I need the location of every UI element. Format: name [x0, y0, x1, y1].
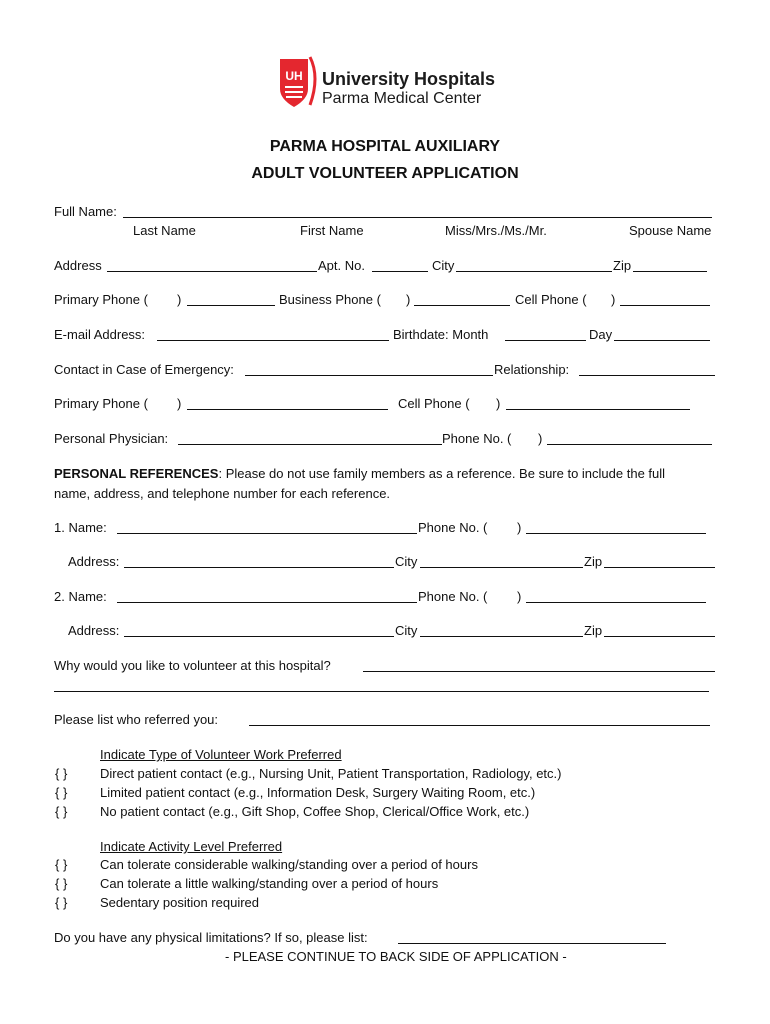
work-type-checkbox-3[interactable]: { } [55, 804, 68, 819]
address-field[interactable] [107, 271, 317, 272]
cell-phone-field[interactable] [620, 305, 710, 306]
physician-field[interactable] [178, 444, 442, 445]
referred-by-label: Please list who referred you: [54, 712, 219, 727]
apt-label: Apt. No. [318, 258, 365, 273]
why-volunteer-label: Why would you like to volunteer at this hospital? [54, 658, 331, 673]
emergency-cell-phone-field[interactable] [506, 409, 690, 410]
spouse-name-caption: Spouse Name [629, 223, 712, 238]
title-caption: Miss/Mrs./Ms./Mr. [445, 223, 547, 238]
cell-phone-close: ) [611, 292, 616, 307]
references-heading: PERSONAL REFERENCES [54, 466, 219, 481]
references-instructions-line1: : Please do not use family members as a reference. Be sure to include the full [218, 466, 666, 481]
form-title-line2: ADULT VOLUNTEER APPLICATION [251, 165, 519, 182]
reference-2-city-field[interactable] [420, 636, 583, 637]
activity-option-3: Sedentary position required [100, 895, 259, 910]
business-phone-close: ) [406, 292, 411, 307]
first-name-caption: First Name [300, 223, 364, 238]
emergency-primary-phone-close: ) [177, 396, 182, 411]
business-phone-field[interactable] [414, 305, 510, 306]
birth-day-field[interactable] [614, 340, 710, 341]
primary-phone-label: Primary Phone ( [54, 292, 148, 307]
work-type-option-2: Limited patient contact (e.g., Information Desk, Surgery Waiting Room, etc.) [100, 785, 536, 800]
email-label: E-mail Address: [54, 327, 146, 342]
logo-title: University Hospitals [322, 69, 496, 89]
emergency-contact-field[interactable] [245, 375, 493, 376]
why-volunteer-field-line2[interactable] [54, 691, 709, 692]
zip-field[interactable] [633, 271, 707, 272]
reference-2-address-field[interactable] [124, 636, 394, 637]
emergency-primary-phone-label: Primary Phone ( [54, 396, 148, 411]
limitations-field[interactable] [398, 943, 666, 944]
emergency-cell-phone-close: ) [496, 396, 501, 411]
reference-1-phone-close: ) [517, 520, 522, 535]
work-type-option-3: No patient contact (e.g., Gift Shop, Coffee Shop, Clerical/Office Work, etc.) [100, 804, 530, 819]
last-name-caption: Last Name [133, 223, 196, 238]
reference-1-address-label: Address: [68, 554, 120, 569]
logo-subtitle: Parma Medical Center [322, 90, 482, 107]
address-label: Address [54, 258, 102, 273]
references-instructions-line2: name, address, and telephone number for each reference. [54, 486, 391, 501]
reference-1-city-label: City [395, 554, 418, 569]
reference-2-zip-field[interactable] [604, 636, 715, 637]
full-name-field[interactable] [123, 217, 712, 218]
referred-by-field[interactable] [249, 725, 710, 726]
reference-2-phone-close: ) [517, 589, 522, 604]
work-type-checkbox-2[interactable]: { } [55, 785, 68, 800]
relationship-field[interactable] [579, 375, 715, 376]
reference-2-name-field[interactable] [117, 602, 417, 603]
work-type-option-1: Direct patient contact (e.g., Nursing Unit, Patient Transportation, Radiology, etc.) [100, 766, 562, 781]
reference-1-phone-field[interactable] [526, 533, 706, 534]
activity-option-1: Can tolerate considerable walking/standing over a period of hours [100, 857, 478, 872]
emergency-primary-phone-field[interactable] [187, 409, 388, 410]
emergency-contact-label: Contact in Case of Emergency: [54, 362, 234, 377]
activity-option-2: Can tolerate a little walking/standing over a period of hours [100, 876, 439, 891]
emergency-cell-phone-label: Cell Phone ( [398, 396, 470, 411]
cell-phone-label: Cell Phone ( [515, 292, 587, 307]
email-field[interactable] [157, 340, 389, 341]
birth-month-field[interactable] [505, 340, 586, 341]
references-intro [54, 466, 665, 482]
city-field[interactable] [456, 271, 612, 272]
reference-1-phone-label: Phone No. ( [418, 520, 488, 535]
physician-label: Personal Physician: [54, 431, 169, 446]
apt-field[interactable] [372, 271, 428, 272]
reference-2-phone-label: Phone No. ( [418, 589, 488, 604]
form-title-line1: PARMA HOSPITAL AUXILIARY [269, 138, 501, 155]
reference-2-address-label: Address: [68, 623, 120, 638]
reference-2-name-label: 2. Name: [54, 589, 107, 604]
birthdate-month-label: Birthdate: Month [393, 327, 489, 342]
primary-phone-field[interactable] [187, 305, 275, 306]
activity-checkbox-2[interactable]: { } [55, 876, 68, 891]
primary-phone-close: ) [177, 292, 182, 307]
reference-2-phone-field[interactable] [526, 602, 706, 603]
zip-label: Zip [613, 258, 632, 273]
physician-phone-label: Phone No. ( [442, 431, 512, 446]
reference-2-zip-label: Zip [584, 623, 603, 638]
reference-1-address-field[interactable] [124, 567, 394, 568]
work-type-heading: Indicate Type of Volunteer Work Preferred [100, 747, 342, 762]
physician-phone-field[interactable] [547, 444, 712, 445]
reference-1-zip-label: Zip [584, 554, 603, 569]
birth-day-label: Day [589, 327, 613, 342]
why-volunteer-field[interactable] [363, 671, 715, 672]
reference-2-city-label: City [395, 623, 418, 638]
work-type-checkbox-1[interactable]: { } [55, 766, 68, 781]
limitations-label: Do you have any physical limitations? If so, please list: [54, 930, 368, 945]
relationship-label: Relationship: [494, 362, 570, 377]
activity-heading: Indicate Activity Level Preferred [100, 839, 283, 854]
business-phone-label: Business Phone ( [279, 292, 381, 307]
activity-checkbox-1[interactable]: { } [55, 857, 68, 872]
reference-1-zip-field[interactable] [604, 567, 715, 568]
full-name-label: Full Name: [54, 204, 117, 219]
continue-note: - PLEASE CONTINUE TO BACK SIDE OF APPLICATION - [225, 949, 567, 964]
reference-1-city-field[interactable] [420, 567, 583, 568]
reference-1-name-label: 1. Name: [54, 520, 107, 535]
activity-checkbox-3[interactable]: { } [55, 895, 68, 910]
city-label: City [432, 258, 455, 273]
uh-logo-icon [278, 55, 322, 113]
svg-text:UH: UH [285, 69, 303, 83]
physician-phone-close: ) [538, 431, 543, 446]
reference-1-name-field[interactable] [117, 533, 417, 534]
